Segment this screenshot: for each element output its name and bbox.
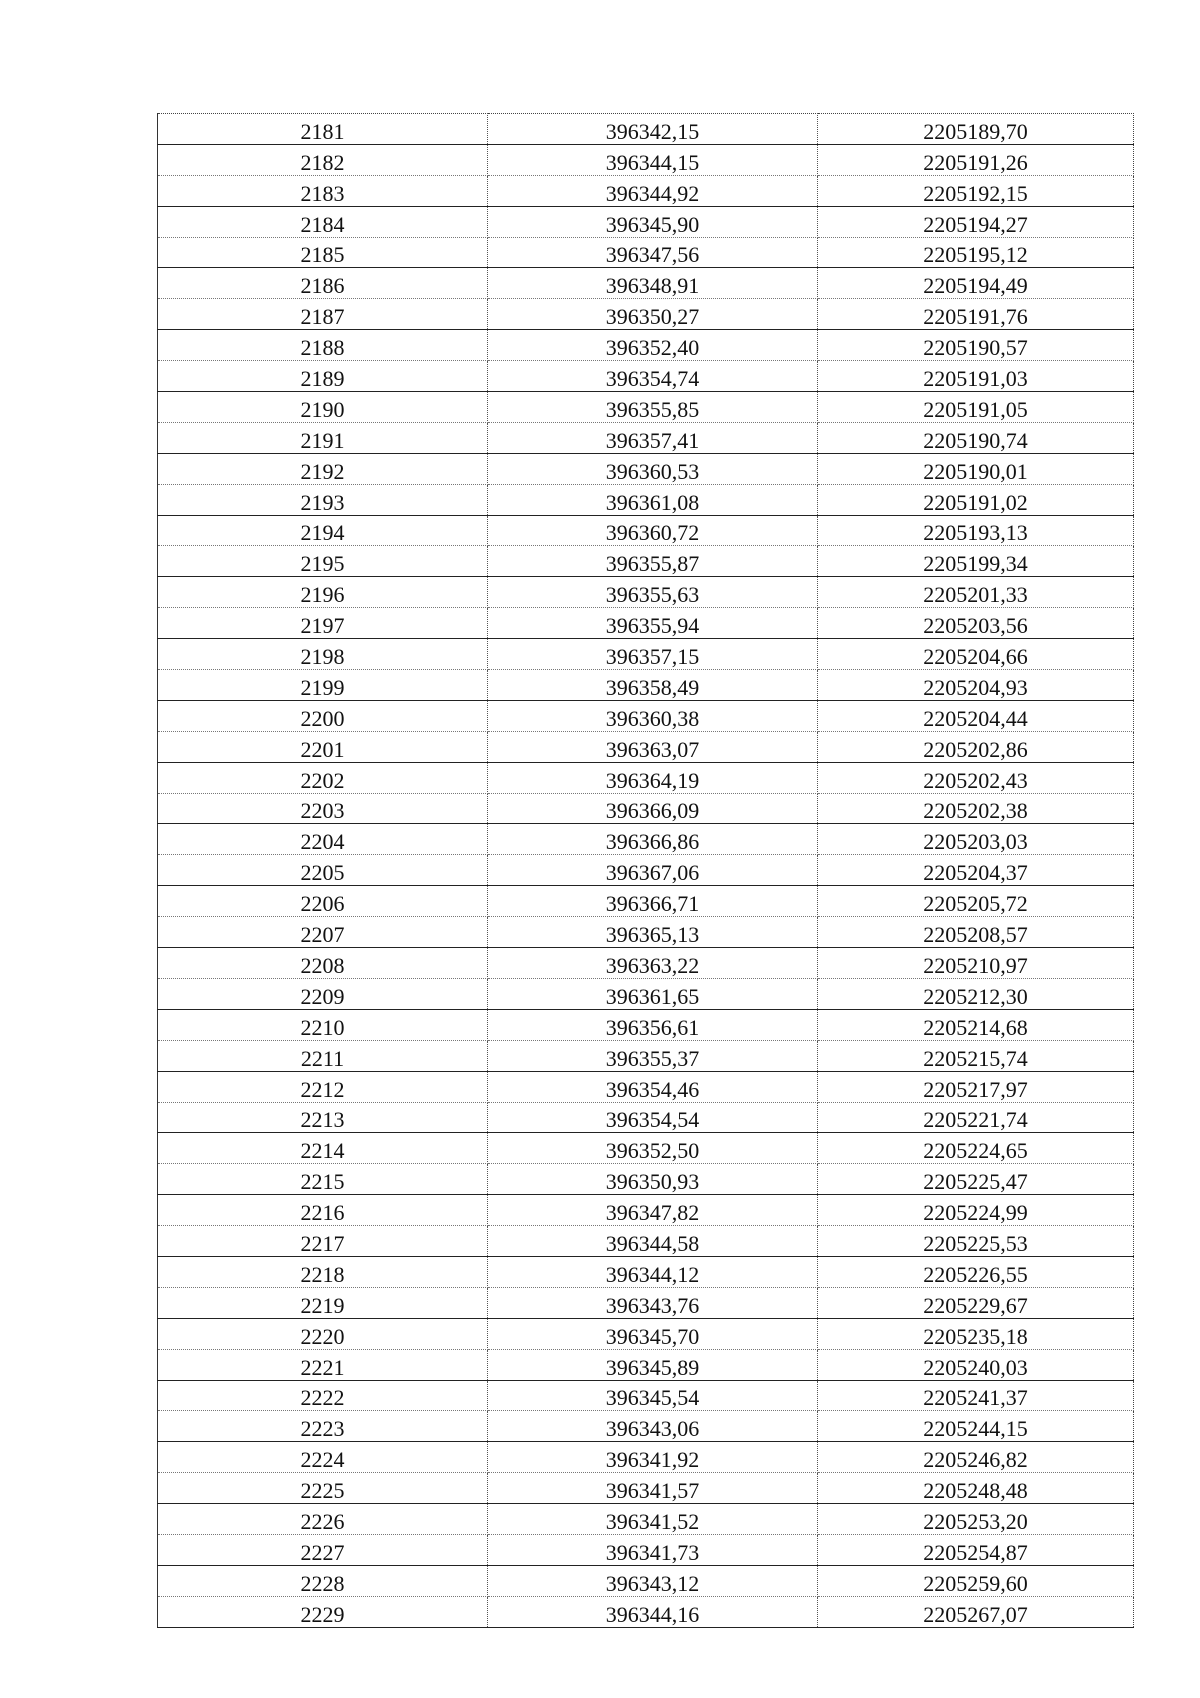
x-coordinate-cell: 396343,76 — [488, 1287, 818, 1318]
y-coordinate-cell: 2205241,37 — [818, 1380, 1134, 1411]
y-coordinate-cell: 2205199,34 — [818, 546, 1134, 577]
table-row — [158, 1411, 1134, 1442]
x-coordinate-cell: 396350,93 — [488, 1164, 818, 1195]
y-coordinate-cell: 2205224,65 — [818, 1133, 1134, 1164]
y-coordinate-cell: 2205194,49 — [818, 268, 1134, 299]
point-number-cell: 2227 — [158, 1534, 488, 1565]
table-row — [158, 886, 1134, 917]
point-number-cell: 2212 — [158, 1071, 488, 1102]
table-row — [158, 1195, 1134, 1226]
table-row — [158, 670, 1134, 701]
y-coordinate-cell: 2205221,74 — [818, 1102, 1134, 1133]
x-coordinate-cell: 396355,85 — [488, 392, 818, 423]
point-number-cell: 2205 — [158, 855, 488, 886]
x-coordinate-cell: 396348,91 — [488, 268, 818, 299]
y-coordinate-cell: 2205193,13 — [818, 515, 1134, 546]
y-coordinate-cell: 2205246,82 — [818, 1442, 1134, 1473]
y-coordinate-cell: 2205229,67 — [818, 1287, 1134, 1318]
x-coordinate-cell: 396360,38 — [488, 700, 818, 731]
table-row — [158, 1009, 1134, 1040]
y-coordinate-cell: 2205217,97 — [818, 1071, 1134, 1102]
point-number-cell: 2210 — [158, 1009, 488, 1040]
point-number-cell: 2215 — [158, 1164, 488, 1195]
y-coordinate-cell: 2205235,18 — [818, 1318, 1134, 1349]
x-coordinate-cell: 396350,27 — [488, 299, 818, 330]
x-coordinate-cell: 396352,50 — [488, 1133, 818, 1164]
table-row — [158, 731, 1134, 762]
table-row — [158, 453, 1134, 484]
point-number-cell: 2211 — [158, 1040, 488, 1071]
table-row — [158, 608, 1134, 639]
x-coordinate-cell: 396342,15 — [488, 114, 818, 145]
x-coordinate-cell: 396357,41 — [488, 422, 818, 453]
table-row — [158, 422, 1134, 453]
y-coordinate-cell: 2205191,05 — [818, 392, 1134, 423]
point-number-cell: 2221 — [158, 1349, 488, 1380]
point-number-cell: 2192 — [158, 453, 488, 484]
x-coordinate-cell: 396354,46 — [488, 1071, 818, 1102]
point-number-cell: 2214 — [158, 1133, 488, 1164]
table-row — [158, 700, 1134, 731]
point-number-cell: 2181 — [158, 114, 488, 145]
y-coordinate-cell: 2205191,02 — [818, 484, 1134, 515]
table-row — [158, 1596, 1134, 1627]
table-row — [158, 1226, 1134, 1257]
table-row — [158, 639, 1134, 670]
y-coordinate-cell: 2205225,53 — [818, 1226, 1134, 1257]
x-coordinate-cell: 396367,06 — [488, 855, 818, 886]
point-number-cell: 2193 — [158, 484, 488, 515]
point-number-cell: 2198 — [158, 639, 488, 670]
x-coordinate-cell: 396355,87 — [488, 546, 818, 577]
x-coordinate-cell: 396344,92 — [488, 175, 818, 206]
y-coordinate-cell: 2205240,03 — [818, 1349, 1134, 1380]
y-coordinate-cell: 2205204,66 — [818, 639, 1134, 670]
y-coordinate-cell: 2205205,72 — [818, 886, 1134, 917]
x-coordinate-cell: 396355,94 — [488, 608, 818, 639]
x-coordinate-cell: 396341,73 — [488, 1534, 818, 1565]
x-coordinate-cell: 396344,12 — [488, 1256, 818, 1287]
table-row — [158, 114, 1134, 145]
y-coordinate-cell: 2205210,97 — [818, 948, 1134, 979]
y-coordinate-cell: 2205203,56 — [818, 608, 1134, 639]
x-coordinate-cell: 396344,16 — [488, 1596, 818, 1627]
table-row — [158, 1071, 1134, 1102]
point-number-cell: 2186 — [158, 268, 488, 299]
y-coordinate-cell: 2205190,01 — [818, 453, 1134, 484]
point-number-cell: 2195 — [158, 546, 488, 577]
x-coordinate-cell: 396345,90 — [488, 206, 818, 237]
point-number-cell: 2182 — [158, 144, 488, 175]
y-coordinate-cell: 2205208,57 — [818, 917, 1134, 948]
point-number-cell: 2222 — [158, 1380, 488, 1411]
x-coordinate-cell: 396357,15 — [488, 639, 818, 670]
table-row — [158, 978, 1134, 1009]
table-row — [158, 237, 1134, 268]
table-row — [158, 1040, 1134, 1071]
table-row — [158, 299, 1134, 330]
table-row — [158, 1133, 1134, 1164]
table-row — [158, 917, 1134, 948]
point-number-cell: 2217 — [158, 1226, 488, 1257]
point-number-cell: 2196 — [158, 577, 488, 608]
table-row — [158, 392, 1134, 423]
table-row — [158, 1442, 1134, 1473]
table-row — [158, 268, 1134, 299]
point-number-cell: 2201 — [158, 731, 488, 762]
y-coordinate-cell: 2205190,57 — [818, 330, 1134, 361]
table-row — [158, 484, 1134, 515]
table-row — [158, 1380, 1134, 1411]
y-coordinate-cell: 2205204,37 — [818, 855, 1134, 886]
point-number-cell: 2220 — [158, 1318, 488, 1349]
x-coordinate-cell: 396360,53 — [488, 453, 818, 484]
table-row — [158, 1473, 1134, 1504]
point-number-cell: 2209 — [158, 978, 488, 1009]
x-coordinate-cell: 396344,58 — [488, 1226, 818, 1257]
y-coordinate-cell: 2205267,07 — [818, 1596, 1134, 1627]
x-coordinate-cell: 396345,89 — [488, 1349, 818, 1380]
table-row — [158, 330, 1134, 361]
y-coordinate-cell: 2205214,68 — [818, 1009, 1134, 1040]
x-coordinate-cell: 396347,82 — [488, 1195, 818, 1226]
point-number-cell: 2224 — [158, 1442, 488, 1473]
x-coordinate-cell: 396366,86 — [488, 824, 818, 855]
y-coordinate-cell: 2205203,03 — [818, 824, 1134, 855]
x-coordinate-cell: 396354,74 — [488, 361, 818, 392]
y-coordinate-cell: 2205248,48 — [818, 1473, 1134, 1504]
y-coordinate-cell: 2205202,43 — [818, 762, 1134, 793]
x-coordinate-cell: 396344,15 — [488, 144, 818, 175]
point-number-cell: 2229 — [158, 1596, 488, 1627]
x-coordinate-cell: 396356,61 — [488, 1009, 818, 1040]
y-coordinate-cell: 2205191,76 — [818, 299, 1134, 330]
y-coordinate-cell: 2205254,87 — [818, 1534, 1134, 1565]
y-coordinate-cell: 2205204,93 — [818, 670, 1134, 701]
x-coordinate-cell: 396345,70 — [488, 1318, 818, 1349]
table-row — [158, 1565, 1134, 1596]
point-number-cell: 2194 — [158, 515, 488, 546]
x-coordinate-cell: 396347,56 — [488, 237, 818, 268]
x-coordinate-cell: 396360,72 — [488, 515, 818, 546]
table-row — [158, 824, 1134, 855]
x-coordinate-cell: 396361,08 — [488, 484, 818, 515]
point-number-cell: 2199 — [158, 670, 488, 701]
table-row — [158, 1287, 1134, 1318]
point-number-cell: 2219 — [158, 1287, 488, 1318]
y-coordinate-cell: 2205253,20 — [818, 1504, 1134, 1535]
point-number-cell: 2202 — [158, 762, 488, 793]
point-number-cell: 2228 — [158, 1565, 488, 1596]
point-number-cell: 2213 — [158, 1102, 488, 1133]
y-coordinate-cell: 2205202,86 — [818, 731, 1134, 762]
point-number-cell: 2207 — [158, 917, 488, 948]
x-coordinate-cell: 396366,09 — [488, 793, 818, 824]
point-number-cell: 2191 — [158, 422, 488, 453]
table-row — [158, 1102, 1134, 1133]
point-number-cell: 2204 — [158, 824, 488, 855]
point-number-cell: 2225 — [158, 1473, 488, 1504]
y-coordinate-cell: 2205201,33 — [818, 577, 1134, 608]
table-row — [158, 1318, 1134, 1349]
point-number-cell: 2185 — [158, 237, 488, 268]
table-row — [158, 948, 1134, 979]
point-number-cell: 2188 — [158, 330, 488, 361]
table-row — [158, 1349, 1134, 1380]
x-coordinate-cell: 396363,07 — [488, 731, 818, 762]
y-coordinate-cell: 2205226,55 — [818, 1256, 1134, 1287]
y-coordinate-cell: 2205259,60 — [818, 1565, 1134, 1596]
point-number-cell: 2184 — [158, 206, 488, 237]
point-number-cell: 2197 — [158, 608, 488, 639]
table-row — [158, 762, 1134, 793]
point-number-cell: 2226 — [158, 1504, 488, 1535]
table-row — [158, 144, 1134, 175]
table-row — [158, 546, 1134, 577]
table-row — [158, 1504, 1134, 1535]
table-row — [158, 206, 1134, 237]
x-coordinate-cell: 396341,52 — [488, 1504, 818, 1535]
x-coordinate-cell: 396355,37 — [488, 1040, 818, 1071]
table-row — [158, 361, 1134, 392]
x-coordinate-cell: 396361,65 — [488, 978, 818, 1009]
y-coordinate-cell: 2205225,47 — [818, 1164, 1134, 1195]
y-coordinate-cell: 2205224,99 — [818, 1195, 1134, 1226]
y-coordinate-cell: 2205202,38 — [818, 793, 1134, 824]
point-number-cell: 2189 — [158, 361, 488, 392]
x-coordinate-cell: 396341,57 — [488, 1473, 818, 1504]
point-number-cell: 2216 — [158, 1195, 488, 1226]
table-row — [158, 577, 1134, 608]
x-coordinate-cell: 396366,71 — [488, 886, 818, 917]
y-coordinate-cell: 2205191,03 — [818, 361, 1134, 392]
y-coordinate-cell: 2205212,30 — [818, 978, 1134, 1009]
y-coordinate-cell: 2205244,15 — [818, 1411, 1134, 1442]
y-coordinate-cell: 2205194,27 — [818, 206, 1134, 237]
table-row — [158, 515, 1134, 546]
point-number-cell: 2200 — [158, 700, 488, 731]
point-number-cell: 2218 — [158, 1256, 488, 1287]
y-coordinate-cell: 2205195,12 — [818, 237, 1134, 268]
point-number-cell: 2183 — [158, 175, 488, 206]
point-number-cell: 2203 — [158, 793, 488, 824]
x-coordinate-cell: 396352,40 — [488, 330, 818, 361]
table-row — [158, 855, 1134, 886]
x-coordinate-cell: 396358,49 — [488, 670, 818, 701]
x-coordinate-cell: 396343,12 — [488, 1565, 818, 1596]
point-number-cell: 2206 — [158, 886, 488, 917]
table-row — [158, 793, 1134, 824]
x-coordinate-cell: 396364,19 — [488, 762, 818, 793]
y-coordinate-cell: 2205204,44 — [818, 700, 1134, 731]
point-number-cell: 2223 — [158, 1411, 488, 1442]
x-coordinate-cell: 396365,13 — [488, 917, 818, 948]
point-number-cell: 2208 — [158, 948, 488, 979]
x-coordinate-cell: 396363,22 — [488, 948, 818, 979]
x-coordinate-cell: 396354,54 — [488, 1102, 818, 1133]
x-coordinate-cell: 396341,92 — [488, 1442, 818, 1473]
coordinates-table — [157, 113, 1134, 1628]
point-number-cell: 2190 — [158, 392, 488, 423]
y-coordinate-cell: 2205191,26 — [818, 144, 1134, 175]
coordinates-table-body — [158, 114, 1134, 1628]
x-coordinate-cell: 396345,54 — [488, 1380, 818, 1411]
x-coordinate-cell: 396343,06 — [488, 1411, 818, 1442]
y-coordinate-cell: 2205192,15 — [818, 175, 1134, 206]
point-number-cell: 2187 — [158, 299, 488, 330]
y-coordinate-cell: 2205189,70 — [818, 114, 1134, 145]
table-row — [158, 1164, 1134, 1195]
table-row — [158, 175, 1134, 206]
y-coordinate-cell: 2205215,74 — [818, 1040, 1134, 1071]
table-row — [158, 1534, 1134, 1565]
y-coordinate-cell: 2205190,74 — [818, 422, 1134, 453]
table-row — [158, 1256, 1134, 1287]
x-coordinate-cell: 396355,63 — [488, 577, 818, 608]
